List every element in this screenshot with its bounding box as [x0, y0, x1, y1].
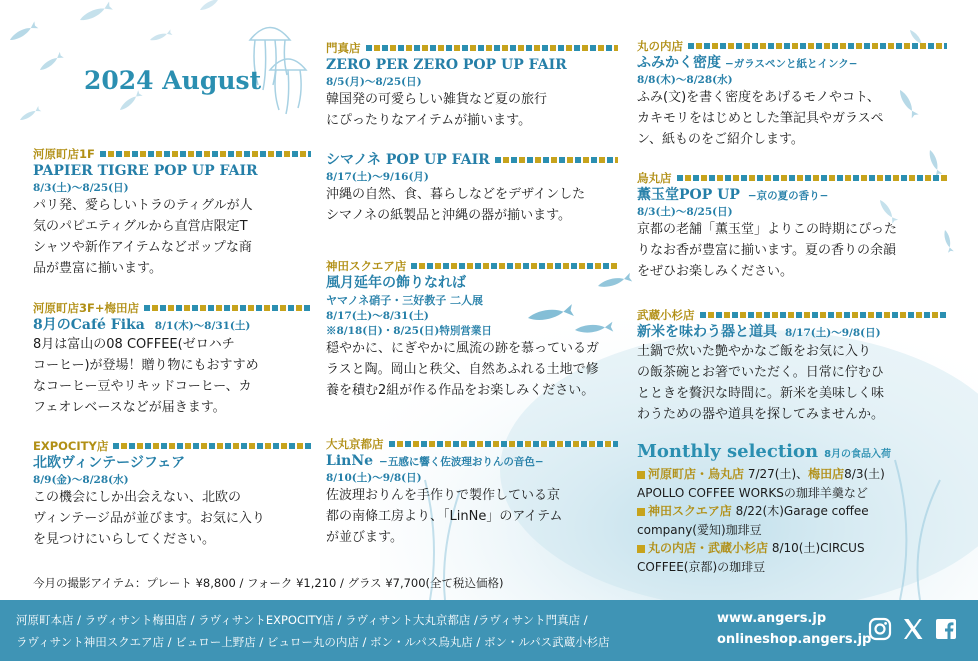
monthly-item: 神田スクエア店 8/22(木)Garage coffee [637, 502, 957, 521]
event-title: 北欧ヴィンテージフェア [33, 455, 186, 471]
event-description: 穏やかに、にぎやかに風流の跡を慕っているガ ラスと陶。岡山と秩父、自然あふれる土地で修 養を積む2組が作る作品をお楽しみください。 [326, 341, 600, 399]
monthly-item-detail: COFFEE(京都)の珈琲豆 [637, 559, 766, 574]
facebook-icon[interactable] [934, 617, 958, 641]
event-kanda-square [326, 258, 618, 401]
stripe-divider [677, 175, 948, 181]
event-kadoma [326, 40, 618, 131]
stripe-divider [113, 443, 311, 449]
event-title: PAPIER TIGRE POP UP FAIR [33, 163, 258, 179]
square-bullet-icon [637, 471, 645, 479]
event-cafe-fika [33, 300, 311, 418]
event-daimaru-kyoto [326, 436, 618, 548]
event-title: 風月延年の飾りなれば [326, 275, 466, 291]
monthly-subtitle: 8月の食品入荷 [824, 449, 892, 460]
store-label: 河原町店1F [33, 146, 311, 162]
event-description: ふみ(文)を書く密度をあげるモノやコト、 カキモリをはじめとした筆記具やガラスペ ン、紙ものをご紹介します。 [637, 90, 884, 148]
event-date: 8/9(金)〜8/28(水) [33, 474, 129, 487]
stripe-divider [688, 43, 947, 49]
store-label: 武蔵小杉店 [637, 307, 947, 323]
event-date: 8/1(木)〜8/31(土) [154, 320, 251, 332]
event-title: 新米を味わう器と道具 [637, 324, 777, 340]
store-label: 丸の内店 [637, 38, 947, 54]
event-description: この機会にしか出会えない、北欧の ヴィンテージ品が並びます。お気に入り を見つけにいらしてください。 [33, 490, 265, 548]
event-title-row: シマノネ POP UP FAIR [326, 151, 618, 169]
store-label: 大丸京都店 [326, 436, 618, 452]
event-marunouchi [637, 38, 947, 150]
store-list-line-2: ラヴィサント神田スクエア店 / ビュロー上野店 / ビュロー丸の内店 / ボン・ルパス烏丸店 / ボン・ルパス武蔵小杉店 [16, 635, 610, 649]
stripe-divider [700, 312, 948, 318]
monthly-item-detail: company(愛知)珈琲豆 [637, 522, 762, 537]
instagram-icon[interactable] [868, 617, 892, 641]
event-title: LinNe [326, 453, 374, 469]
monthly-item-detail: APOLLO COFFEE WORKSの珈琲羊羹など [637, 485, 868, 500]
event-title-sub: −京の夏の香り− [747, 190, 829, 202]
event-date: 8/3(土)〜8/25(日) [33, 182, 129, 195]
event-date: 8/17(土)〜8/31(土) [326, 310, 429, 323]
stripe-divider [100, 151, 311, 157]
event-expocity [33, 438, 311, 550]
event-date: 8/3(土)〜8/25(日) [637, 206, 733, 219]
event-note: ※8/18(日)・8/25(日)特別営業日 [326, 325, 492, 338]
store-label: 河原町店3F+梅田店 [33, 300, 311, 316]
online-shop-link[interactable]: onlineshop.angers.jp [717, 632, 872, 647]
footer [0, 600, 978, 661]
monthly-selection [637, 441, 957, 577]
store-label: EXPOCITY店 [33, 438, 311, 454]
event-title-sub: −五感に響く佐波理おりんの音色− [379, 456, 544, 468]
event-title: 8月のCafé Fika [33, 317, 145, 333]
event-description: 京都の老舗「薫玉堂」よりこの時期にぴった りなお香が豊富に揃います。夏の香りの余韻 をぜひお楽しみください。 [637, 222, 898, 280]
event-title: 薫玉堂POP UP [637, 187, 740, 203]
square-bullet-icon [637, 508, 645, 516]
event-shimanone [326, 151, 618, 226]
monthly-item: 河原町店・烏丸店 7/27(土)、梅田店8/3(土) [637, 465, 957, 484]
event-description: 佐波理おりんを手作りで製作している京 都の南條工房より、「LinNe」のアイテム が並びます。 [326, 488, 563, 546]
website-link[interactable]: www.angers.jp [717, 611, 827, 626]
event-musashikosugi [637, 307, 947, 425]
event-date: 8/17(土)〜9/8(日) [785, 327, 881, 339]
event-subtitle: ヤマノネ硝子・三好教子 二人展 [326, 294, 484, 308]
event-description: 沖縄の自然、食、暮らしなどをデザインした シマノネの紙製品と沖縄の器が揃います。 [326, 187, 586, 224]
event-description: 8月は富山の08 COFFEE(ゼロハチ コーヒー)が登場！贈り物にもおすすめ なコーヒー豆やリキッドコーヒー、カ フェオレベースなどが届きます。 [33, 337, 259, 416]
stripe-divider [366, 45, 619, 51]
photo-items-note: 今月の撮影アイテム：プレート ¥8,800 / フォーク ¥1,210 / グラス ¥7,700(全て税込価格) [33, 576, 504, 590]
store-label: 門真店 [326, 40, 618, 56]
month-title: 2024 August [84, 66, 262, 95]
x-icon[interactable] [901, 617, 925, 641]
event-title: ZERO PER ZERO POP UP FAIR [326, 57, 567, 73]
stripe-divider [144, 305, 311, 311]
store-list-line-1: 河原町本店 / ラヴィサント梅田店 / ラヴィサントEXPOCITY店 / ラヴィサント大丸京都店 /ラヴィサント門真店 / [16, 613, 588, 627]
stripe-divider [495, 157, 618, 163]
event-date: 8/10(土)〜9/8(日) [326, 472, 422, 485]
event-date: 8/17(土)〜9/16(月) [326, 171, 429, 184]
store-label: 烏丸店 [637, 170, 947, 186]
event-kawaramachi-1f [33, 146, 311, 279]
square-bullet-icon [637, 545, 645, 553]
event-description: 土鍋で炊いた艶やかなご飯をお気に入り の飯茶碗とお箸でいただく。日常に佇むひ とときを贅沢な時間に。新米を美味しく味 わうための器や道具を探してみませんか。 [637, 344, 885, 423]
event-description: 韓国発の可愛らしい雑貨など夏の旅行 にぴったりなアイテムが揃います。 [326, 92, 548, 129]
stripe-divider [411, 263, 618, 269]
event-karasuma [637, 170, 947, 282]
stripe-divider [389, 441, 619, 447]
monthly-item: 丸の内店・武蔵小杉店 8/10(土)CIRCUS [637, 539, 957, 558]
event-title: ふみかく密度 [637, 55, 721, 71]
event-description: パリ発、愛らしいトラのティグルが人 気のパピエティグルから直営店限定T シャツや新作アイテムなどポップな商 品が豊富に揃います。 [33, 198, 253, 277]
event-date: 8/8(木)〜8/28(水) [637, 74, 733, 87]
monthly-title: Monthly selection [637, 441, 819, 462]
event-title-sub: −ガラスペンと紙とインク− [725, 58, 858, 70]
store-label: 神田スクエア店 [326, 258, 618, 274]
event-date: 8/5(月)〜8/25(日) [326, 76, 422, 89]
